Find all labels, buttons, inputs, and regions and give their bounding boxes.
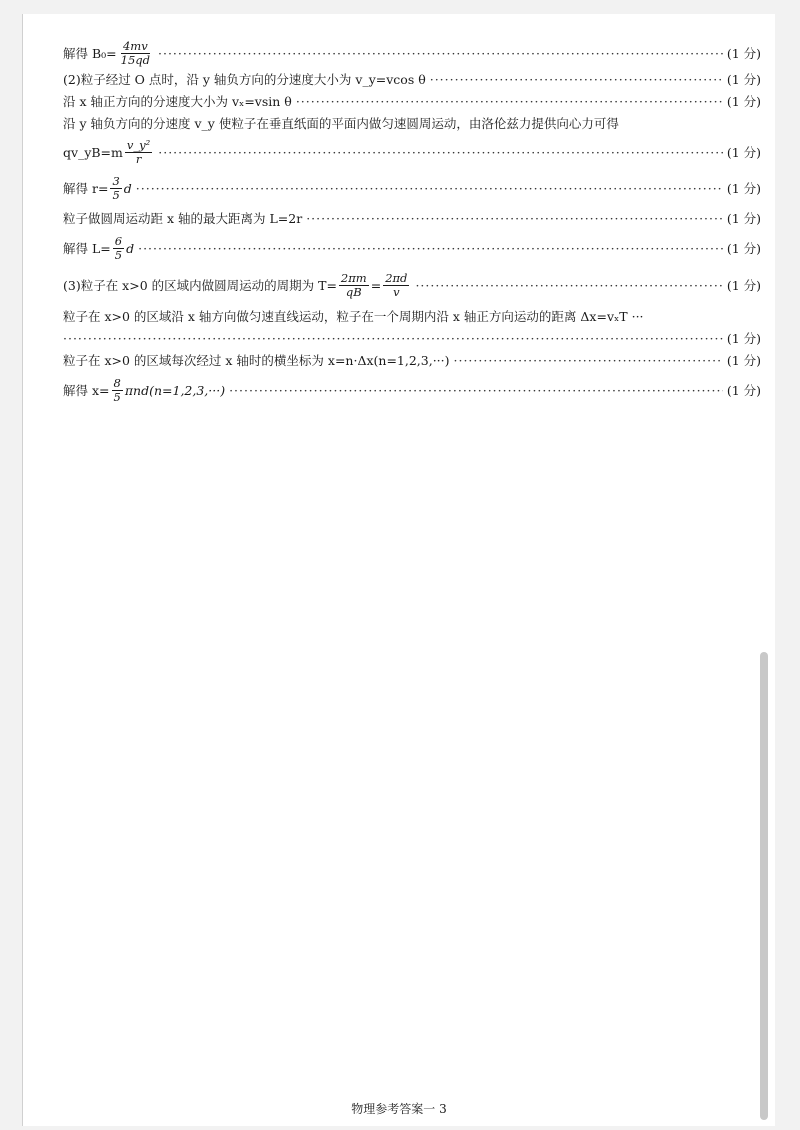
vertical-scrollbar[interactable] xyxy=(760,652,768,1120)
answer-line xyxy=(63,372,761,408)
fraction-denominator: 5 xyxy=(114,247,123,262)
fraction-denominator: qB xyxy=(345,284,362,299)
score-label: (1 分) xyxy=(726,94,761,109)
answer-line xyxy=(63,266,761,304)
line-tail: πnd(n=1,2,3,···) xyxy=(124,382,226,398)
line-text: qv_yB=m xyxy=(63,144,123,160)
fraction xyxy=(383,272,409,297)
answer-line xyxy=(63,170,761,206)
dot-leader xyxy=(454,353,723,368)
fraction-denominator: v xyxy=(393,284,400,299)
fraction-denominator: 5 xyxy=(112,187,120,202)
line-tail: d xyxy=(126,240,135,256)
fraction-denominator: r xyxy=(135,151,142,166)
score-label: (1 分) xyxy=(726,46,761,61)
line-tail: = xyxy=(370,277,382,293)
fraction-numerator: v_y² xyxy=(126,138,151,153)
answer-line xyxy=(63,68,761,90)
fraction-numerator: 2πm xyxy=(340,271,367,286)
fraction xyxy=(113,235,124,260)
dot-leader xyxy=(430,72,723,87)
answer-line xyxy=(63,134,761,170)
score-label: (1 分) xyxy=(726,353,761,368)
line-text: 解得 L= xyxy=(63,241,111,256)
answer-line xyxy=(63,304,761,328)
answer-line xyxy=(63,206,761,230)
fraction xyxy=(339,272,369,297)
line-text: (2)粒子经过 O 点时，沿 y 轴负方向的分速度大小为 v_y=vcos θ xyxy=(63,72,426,87)
answer-line xyxy=(63,348,761,372)
fraction-numerator: 3 xyxy=(112,174,120,189)
dot-leader xyxy=(158,46,723,61)
line-text: 解得 r= xyxy=(63,181,109,196)
fraction-denominator: 5 xyxy=(113,389,121,404)
answer-line xyxy=(63,90,761,112)
answer-line xyxy=(63,230,761,266)
line-text: 解得 x= xyxy=(63,383,110,398)
fraction-numerator: 8 xyxy=(113,376,121,391)
page-footer: 物理参考答案一 3 xyxy=(351,1102,447,1116)
dot-leader xyxy=(415,278,722,293)
score-label: (1 分) xyxy=(726,278,761,293)
line-text: 沿 y 轴负方向的分速度 v_y 使粒子在垂直纸面的平面内做匀速圆周运动，由洛伦兹力提供向心力可得 xyxy=(63,116,619,131)
score-label: (1 分) xyxy=(726,211,761,226)
dot-leader xyxy=(138,241,723,256)
score-label: (1 分) xyxy=(726,331,761,346)
line-text: 粒子在 x>0 的区域沿 x 轴方向做匀速直线运动，粒子在一个周期内沿 x 轴正方向运动的距离 Δx=vₓT ··· xyxy=(63,309,644,324)
dot-leader xyxy=(229,383,723,398)
fraction xyxy=(119,40,152,65)
answer-line xyxy=(63,112,761,134)
line-text: 解得 B₀= xyxy=(63,46,117,61)
dot-leader xyxy=(306,211,723,226)
fraction-numerator: 4mv xyxy=(122,39,148,54)
score-label: (1 分) xyxy=(726,145,761,160)
answer-line xyxy=(63,38,761,68)
line-text: 粒子在 x>0 的区域每次经过 x 轴时的横坐标为 x=n·Δx(n=1,2,3,···) xyxy=(63,353,450,368)
fraction-numerator: 2πd xyxy=(385,271,408,286)
fraction xyxy=(125,139,152,164)
line-text: 沿 x 轴正方向的分速度大小为 vₓ=vsin θ xyxy=(63,94,292,109)
line-text: (3)粒子在 x>0 的区域内做圆周运动的周期为 T= xyxy=(63,278,337,293)
line-tail: d xyxy=(123,180,132,196)
fraction xyxy=(112,377,123,402)
fraction xyxy=(110,175,121,200)
fraction-denominator: 15qd xyxy=(120,52,151,67)
score-label: (1 分) xyxy=(726,72,761,87)
dot-leader xyxy=(158,145,723,160)
dot-leader xyxy=(63,331,723,346)
answer-content xyxy=(63,38,761,408)
answer-page xyxy=(22,14,775,1126)
score-label: (1 分) xyxy=(726,181,761,196)
answer-line xyxy=(63,328,761,348)
fraction-numerator: 6 xyxy=(114,234,123,249)
line-text: 粒子做圆周运动距 x 轴的最大距离为 L=2r xyxy=(63,211,303,226)
score-label: (1 分) xyxy=(726,383,761,398)
dot-leader xyxy=(296,94,723,109)
dot-leader xyxy=(136,181,723,196)
score-label: (1 分) xyxy=(726,241,761,256)
